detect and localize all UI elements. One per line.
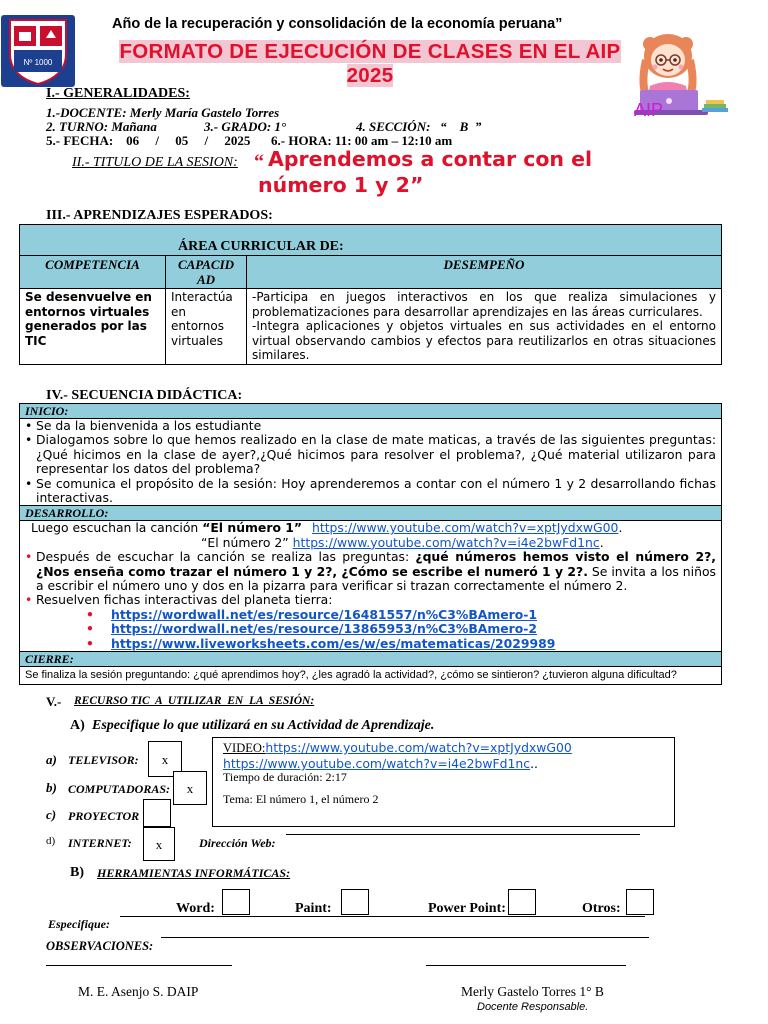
svg-text:Nº 1000: Nº 1000 xyxy=(23,58,53,67)
wordwall-link-2-item xyxy=(36,622,716,636)
televisor-checkbox[interactable]: x xyxy=(148,741,182,777)
inicio-label: INICIO: xyxy=(20,404,722,419)
signature-left-name: M. E. Asenjo S. DAIP xyxy=(78,984,199,999)
page-title xyxy=(92,40,648,88)
song-2-link[interactable]: https://www.youtube.com/watch?v=i4e2bwFd1nc xyxy=(292,534,600,550)
computadoras-checkbox[interactable]: x xyxy=(173,771,207,805)
liveworksheets-link[interactable]: https://www.liveworksheets.com/es/w/es/matematicas/2029989 xyxy=(111,635,556,651)
observaciones-label: OBSERVACIONES: xyxy=(46,939,154,953)
especifique-input[interactable] xyxy=(120,916,645,917)
sesion-title-line-2: número 1 y 2” xyxy=(258,173,424,197)
hora-field: 6.- HORA: 11: 00 am – 12:10 am xyxy=(271,133,453,148)
section-a-label: A) xyxy=(70,718,85,733)
wordwall-link-1[interactable]: https://wordwall.net/es/resource/16481557/n%C3%BAmero-1 xyxy=(111,606,538,622)
aprendizajes-table xyxy=(19,224,722,365)
sesion-label: II.- TITULO DE LA SESION: xyxy=(72,155,238,170)
observaciones-input[interactable] xyxy=(161,937,649,938)
video-link-2[interactable]: https://www.youtube.com/watch?v=i4e2bwFd1nc xyxy=(223,756,531,771)
paint-label: Paint: xyxy=(295,901,332,916)
grado-field: 3.- GRADO: 1° xyxy=(204,119,287,134)
video-info-box: VIDEO:https://www.youtube.com/watch?v=xptJydxwG00 https://www.youtube.com/watch?v=i4e2bwFd1nc.. Tiempo de duración: 2:17 Tema: El número 1, el número 2 xyxy=(212,737,675,827)
computadoras-label: COMPUTADORAS: xyxy=(68,782,171,796)
item-letter: b) xyxy=(46,780,57,795)
secuencia-heading: IV.- SECUENCIA DIDÁCTICA: xyxy=(46,388,243,403)
word-label: Word: xyxy=(176,901,215,916)
cierre-content: Se finaliza la sesión preguntando: ¿qué aprendimos hoy?, ¿les agradó la actividad?, ¿cómo se sintieron? ¿tuvieron alguna dificultad? xyxy=(20,667,722,685)
preguntas-item: • Después de escuchar la canción se realiza las preguntas: ¿qué números hemos visto el número 2?, ¿Nos enseña como trazar el número 1 y 2?, ¿Cómo se escribe el numeró 1 y 2?. Se invita a los niños a escribir el número uno y dos en la pizarra para verificar si trazan correctamente el número 2. xyxy=(36,550,716,593)
televisor-label: TELEVISOR: xyxy=(68,753,139,767)
paint-checkbox[interactable] xyxy=(341,889,369,915)
inicio-content xyxy=(20,419,722,506)
recurso-heading: RECURSO TIC A UTILIZAR EN LA SESIÓN: xyxy=(74,695,315,707)
secuencia-table xyxy=(19,403,722,685)
otros-checkbox[interactable] xyxy=(626,889,654,915)
fecha-field: 5.- FECHA: 06 / 05 / 2025 xyxy=(46,133,251,148)
competencia-cell: Se desenvuelve en entornos virtuales generados por las TIC xyxy=(20,289,166,365)
desempeno-cell: -Participa en juegos interactivos en los que realiza simulaciones y problematizaciones para desarrollar aprendizajes en las áreas curriculares. -Integra aplicaciones y objetos virtuales en sus actividades en el entorno virtual observando cambios y efectos para reutilizarlos en otras situaciones similares. xyxy=(247,289,722,365)
section-b-label: B) xyxy=(70,865,84,880)
resuelven-item: • Resuelven fichas interactivas del planeta tierra: xyxy=(36,593,716,607)
seccion-field: 4. SECCIÓN: “ B ” xyxy=(356,119,482,134)
item-letter: c) xyxy=(46,807,57,822)
liveworksheets-link-item xyxy=(36,637,716,651)
turno-field: 2. TURNO: Mañana xyxy=(46,119,157,134)
capacidad-cell: Interactúa en entornos virtuales xyxy=(166,289,247,365)
word-checkbox[interactable] xyxy=(222,889,250,915)
signature-line-left xyxy=(46,965,232,966)
item-letter: a) xyxy=(46,752,57,767)
school-logo xyxy=(0,14,76,88)
especifique-label: Especifique: xyxy=(48,917,110,931)
col-capacidad: CAPACID AD xyxy=(166,256,247,289)
proyector-label: PROYECTOR xyxy=(68,809,140,823)
cierre-label: CIERRE: xyxy=(20,652,722,667)
video-topic: Tema: El número 1, el número 2 xyxy=(223,792,379,806)
direccion-web-input[interactable] xyxy=(286,834,640,835)
recurso-number: V.- xyxy=(46,694,62,709)
year-motto: Año de la recuperación y consolidación de la economía peruana” xyxy=(112,16,563,32)
title-line-2: 2025 xyxy=(346,64,394,87)
desarrollo-content: Luego escuchan la canción “El número 1” https://www.youtube.com/watch?v=xptJydxwG00. “El número 2” https://www.youtube.com/watch?v=i4e2bwFd1nc. • Después de escuchar la canción se realiza las preguntas: ¿qué números hemos visto el número 2?, ¿Nos enseña como trazar el número 1 y 2?, ¿Cómo se escribe el numeró 1 y 2?. Se invita a los niños a escribir el número uno y dos en la pizarra para verificar si trazan correctamente el número 2. • Resuelven fichas interactivas del planeta tierra: • https://wordwall.net/es/resource/16481557/n%C3%BAmero-1 • https://wordwall.net/es/resource/13865953/n%C3%BAmero-2 • https://www.liveworksheets.com/es/w/es/matematicas/2029989 xyxy=(20,521,722,652)
video-duration: Tiempo de duración: 2:17 xyxy=(223,770,347,784)
col-desempeno: DESEMPEÑO xyxy=(247,256,722,289)
video-link-1[interactable]: https://www.youtube.com/watch?v=xptJydxwG00 xyxy=(265,740,572,755)
desarrollo-label: DESARROLLO: xyxy=(20,506,722,521)
video-label: VIDEO: xyxy=(223,741,266,755)
powerpoint-label: Power Point: xyxy=(428,901,506,916)
inicio-item: • Se da la bienvenida a los estudiante xyxy=(36,419,716,433)
direccion-web-label: Dirección Web: xyxy=(199,836,276,850)
powerpoint-checkbox[interactable] xyxy=(508,889,536,915)
docente-line: 1.-DOCENTE: Merly María Gastelo Torres xyxy=(46,105,280,120)
title-line-1: FORMATO DE EJECUCIÓN DE CLASES EN EL AIP xyxy=(119,40,621,63)
col-competencia: COMPETENCIA xyxy=(20,256,166,289)
inicio-item: • Se comunica el propósito de la sesión: Hoy aprenderemos a contar con el número 1 y 2 desarrollando fichas interactivas. xyxy=(36,477,716,506)
section-a-text: Especifique lo que utilizará en su Actividad de Aprendizaje. xyxy=(92,718,435,733)
proyector-checkbox[interactable] xyxy=(143,799,171,827)
aip-label: AIP xyxy=(634,100,664,120)
sesion-quote: “ xyxy=(254,151,264,173)
song-1-link[interactable]: https://www.youtube.com/watch?v=xptJydxwG00 xyxy=(311,520,619,536)
internet-checkbox[interactable]: x xyxy=(143,827,175,861)
inicio-item: • Dialogamos sobre lo que hemos realizado en la clase de mate maticas, a través de las siguientes preguntas:¿Qué hicimos en la clase de ayer?,¿Qué hicimos para resolver el problema?, ¿Qué material utilizaron para representar los datos del problema? xyxy=(36,433,716,476)
sesion-title-line-1: Aprendemos a contar con el xyxy=(268,147,593,171)
otros-label: Otros: xyxy=(582,901,621,916)
generalidades-heading: I.- GENERALIDADES: xyxy=(46,86,190,101)
item-letter: d) xyxy=(46,835,56,847)
signature-right-role: Docente Responsable. xyxy=(477,1001,589,1013)
wordwall-link-1-item xyxy=(36,608,716,622)
section-b-text: HERRAMIENTAS INFORMÁTICAS: xyxy=(97,866,291,880)
area-curricular-header: ÁREA CURRICULAR DE: xyxy=(178,239,344,254)
wordwall-link-2[interactable]: https://wordwall.net/es/resource/13865953/n%C3%BAmero-2 xyxy=(111,621,538,637)
internet-label: INTERNET: xyxy=(68,836,132,850)
aprendizajes-heading: III.- APRENDIZAJES ESPERADOS: xyxy=(46,208,273,223)
signature-line-right xyxy=(426,965,626,966)
signature-right-name: Merly Gastelo Torres 1° B xyxy=(461,984,604,999)
